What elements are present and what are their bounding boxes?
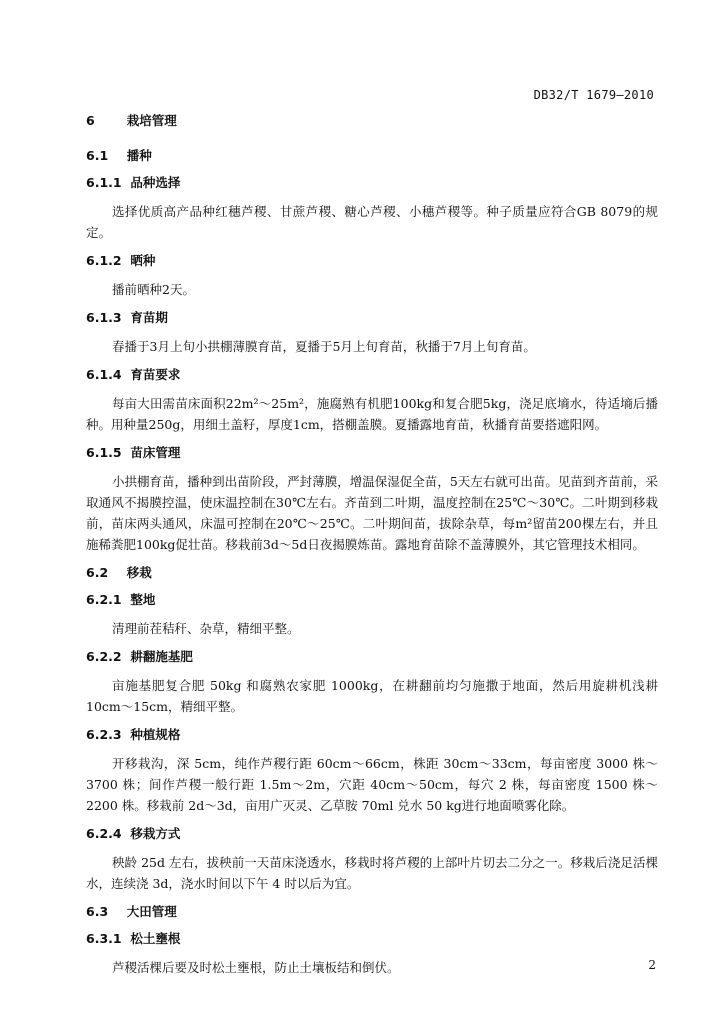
section-number: 6.1.3 [86, 310, 122, 325]
section-paragraph: 选择优质高产品种红穗芦稷、甘蔗芦稷、糖心芦稷、小穗芦稷等。种子质量应符合GB 8079的规定。 [86, 204, 658, 240]
section-paragraph: 春播于3月上旬小拱棚薄膜育苗，夏播于5月上旬育苗，秋播于7月上旬育苗。 [112, 339, 536, 354]
section-heading [86, 112, 658, 130]
section-heading [86, 825, 658, 843]
section-title: 种植规格 [130, 727, 181, 742]
section-number: 6.2.3 [86, 727, 122, 742]
section-title: 栽培管理 [126, 113, 177, 128]
section-heading [86, 564, 658, 582]
section-heading [86, 174, 658, 192]
section-number: 6.1.4 [86, 367, 122, 382]
section-number: 6.1.1 [86, 175, 122, 190]
section-title: 整地 [130, 592, 156, 607]
section-number: 6.3.1 [86, 931, 122, 946]
section-title: 育苗期 [130, 310, 168, 325]
section-number: 6.2.4 [86, 826, 122, 841]
section-number: 6.1.2 [86, 253, 122, 268]
section-heading [86, 147, 658, 165]
section-paragraph: 每亩大田需苗床面积22m²～25m²，施腐熟有机肥100kg和复合肥5kg，浇足底墒水，待适墒后播种。用种量250g，用细土盖籽，厚度1cm，搭棚盖膜。夏播露地育苗，秋播育苗要搭遮阳网。 [86, 396, 658, 432]
section-paragraph: 芦稷活棵后要及时松土壅根，防止土壤板结和倒伏。 [112, 960, 400, 975]
section-title: 移栽方式 [130, 826, 181, 841]
section-heading [86, 366, 658, 384]
section-heading [86, 903, 658, 921]
document-body [86, 112, 658, 987]
section-heading [86, 444, 658, 462]
section-paragraph: 秧龄 25d 左右，拔秧前一天苗床浇透水，移栽时将芦稷的上部叶片切去二分之一。移栽后浇足活棵水，连续浇 3d，浇水时间以下午 4 时以后为宜。 [86, 855, 658, 891]
section-heading [86, 252, 658, 270]
section-number: 6.2.1 [86, 592, 122, 607]
section-title: 松土壅根 [130, 931, 181, 946]
section-paragraph: 小拱棚育苗，播种到出苗阶段，严封薄膜，增温保湿促全苗，5天左右就可出苗。见苗到齐苗前，采取通风不揭膜控温，使床温控制在30℃左右。齐苗到二叶期，温度控制在25℃～30℃。二叶期到移栽前，苗床两头通风，床温可控制在20℃～25℃。二叶期间苗，拔除杂草，每m²留苗200棵左右，并且施稀粪肥100kg促壮苗。移栽前3d～5d日夜揭膜炼苗。露地育苗除不盖薄膜外，其它管理技术相同。 [86, 474, 658, 552]
page-number: 2 [648, 958, 656, 972]
section-heading [86, 591, 658, 609]
section-heading [86, 930, 658, 948]
section-paragraph: 清理前茬秸秆、杂草，精细平整。 [112, 621, 300, 636]
section-title: 播种 [126, 148, 152, 163]
standard-code: DB32/T 1679—2010 [533, 88, 654, 102]
section-title: 育苗要求 [130, 367, 181, 382]
section-paragraph: 开移栽沟，深 5cm，纯作芦稷行距 60cm～66cm，株距 30cm～33cm，每亩密度 3000 株～3700 株；间作芦稷一般行距 1.5m～2m，穴距 40cm～50cm，每穴 2 株，每亩密度 1500 株～2200 株。移栽前 2d～3d，亩用广灭灵、乙草胺 70ml 兑水 50 kg进行地面喷雾化除。 [86, 756, 658, 813]
section-heading [86, 309, 658, 327]
section-title: 移栽 [126, 565, 152, 580]
section-heading [86, 648, 658, 666]
section-number: 6.1 [86, 148, 109, 163]
section-number: 6.3 [86, 904, 109, 919]
section-number: 6.2 [86, 565, 109, 580]
section-title: 大田管理 [126, 904, 177, 919]
section-number: 6 [86, 113, 95, 128]
section-number: 6.1.5 [86, 445, 122, 460]
section-heading [86, 726, 658, 744]
section-title: 晒种 [130, 253, 156, 268]
section-title: 苗床管理 [130, 445, 181, 460]
section-title: 品种选择 [130, 175, 181, 190]
section-title: 耕翻施基肥 [130, 649, 193, 664]
section-paragraph: 播前晒种2天。 [112, 282, 195, 297]
section-paragraph: 亩施基肥复合肥 50kg 和腐熟农家肥 1000kg，在耕翻前均匀施撒于地面，然后用旋耕机浅耕 10cm～15cm，精细平整。 [86, 678, 658, 714]
section-number: 6.2.2 [86, 649, 122, 664]
